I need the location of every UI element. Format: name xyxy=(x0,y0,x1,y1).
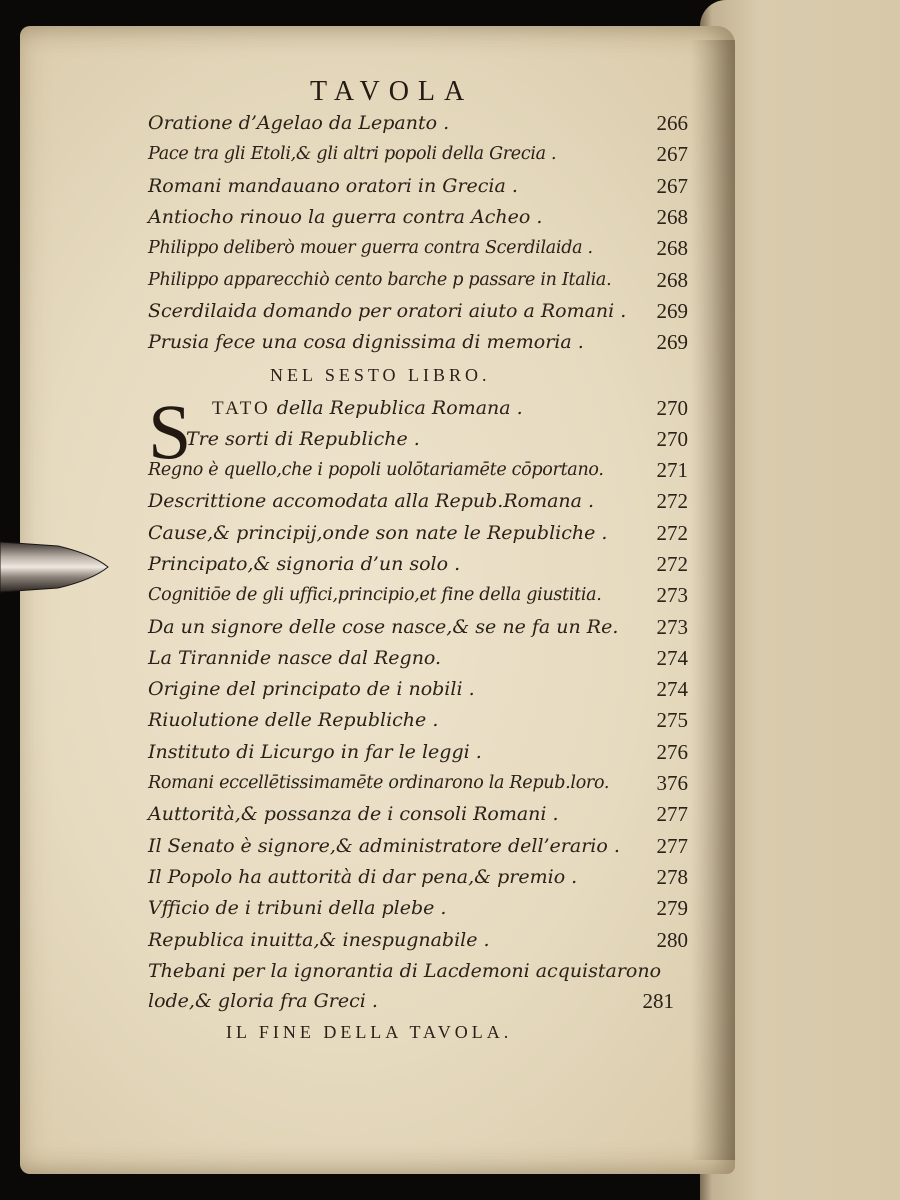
entry-page-number: 269 xyxy=(656,298,688,323)
entry-title: Romani mandauano oratori in Grecia . xyxy=(148,174,518,197)
entry-title: Pace tra gli Etoli,& gli altri popoli della Grecia . xyxy=(148,144,557,165)
entry-page-number: 273 xyxy=(656,583,688,608)
entry-page-number: 280 xyxy=(656,927,688,952)
entry-title: Vfficio de i tribuni della plebe . xyxy=(148,897,447,920)
index-entry xyxy=(186,424,688,454)
index-entry xyxy=(148,202,688,232)
index-entry xyxy=(148,518,688,548)
index-entry xyxy=(148,831,688,861)
entry-page-number: 268 xyxy=(656,204,688,229)
entry-page-number: 267 xyxy=(656,173,688,198)
index-entry xyxy=(148,799,688,829)
index-entry xyxy=(148,925,688,955)
entry-title: Auttorità,& possanza de i consoli Romani . xyxy=(148,803,559,826)
index-entry xyxy=(148,171,688,201)
entry-title: Republica inuitta,& inespugnabile . xyxy=(148,928,490,951)
index-entry xyxy=(148,643,688,673)
index-entry xyxy=(148,265,688,295)
entry-title: Antiocho rinouo la guerra contra Acheo . xyxy=(148,205,543,228)
page-gutter-shadow xyxy=(690,40,735,1160)
entry-page-number: 281 xyxy=(642,989,674,1013)
entry-page-number: 275 xyxy=(656,708,688,733)
index-entry xyxy=(148,768,688,798)
entry-page-number: 267 xyxy=(656,142,688,167)
entry-title: Il Senato è signore,& administratore dell’erario . xyxy=(148,834,620,857)
entry-page-number: 376 xyxy=(656,771,688,795)
entry-title: Scerdilaida domando per oratori aiuto a Romani . xyxy=(148,299,627,322)
index-entry xyxy=(148,580,688,610)
entry-page-number: 279 xyxy=(656,896,688,921)
section-heading: NEL SESTO LIBRO. xyxy=(270,365,491,385)
index-entry xyxy=(148,986,688,1016)
entry-page-number: 277 xyxy=(656,833,688,858)
entry-page-number: 277 xyxy=(656,802,688,827)
page-heading: TAVOLA xyxy=(310,76,474,107)
entry-title: Riuolutione delle Republiche . xyxy=(148,709,439,732)
index-entry xyxy=(212,393,688,423)
entry-page-number: 276 xyxy=(656,739,688,764)
entry-page-number: 273 xyxy=(656,614,688,639)
entry-page-number: 278 xyxy=(656,864,688,889)
entry-title: Philippo apparecchiò cento barche p passare in Italia. xyxy=(148,269,612,290)
index-entry xyxy=(148,612,688,642)
entry-page-number: 266 xyxy=(656,111,688,135)
entry-title-caps: TATO xyxy=(212,398,271,419)
entry-page-number: 268 xyxy=(656,236,688,261)
entry-page-number: 268 xyxy=(656,267,688,292)
entry-title: Origine del principato de i nobili . xyxy=(148,678,475,701)
entry-page-number: 274 xyxy=(656,677,688,702)
entry-page-number: 272 xyxy=(656,520,688,545)
entry-page-number: 269 xyxy=(656,330,688,355)
entry-title: della Republica Romana . xyxy=(270,397,523,419)
index-entry xyxy=(148,862,688,892)
entry-page-number: 272 xyxy=(656,489,688,514)
index-entry xyxy=(148,455,688,485)
page-footer: IL FINE DELLA TAVOLA. xyxy=(226,1022,513,1042)
entry-title: Prusia fece una cosa dignissima di memoria . xyxy=(148,331,584,354)
index-entry xyxy=(148,956,688,986)
index-entry xyxy=(148,139,688,169)
entry-title: La Tirannide nasce dal Regno. xyxy=(148,646,442,669)
entry-title: Cause,& principij,onde son nate le Republiche . xyxy=(148,521,608,544)
index-entry xyxy=(148,549,688,579)
index-entry xyxy=(148,233,688,263)
index-entry xyxy=(148,737,688,767)
entry-title: Romani eccellētissimamēte ordinarono la Repub.loro. xyxy=(148,773,610,793)
metal-pointer-tool xyxy=(0,536,110,598)
entry-title: Thebani per la ignorantia di Lacdemoni acquistarono xyxy=(148,960,662,982)
index-entry xyxy=(148,893,688,923)
drop-capital: S xyxy=(148,388,192,475)
entry-title: Principato,& signoria d’un solo . xyxy=(148,552,461,575)
entry-page-number: 270 xyxy=(656,427,688,451)
entry-title: Regno è quello,che i popoli uolōtariamēte cōportano. xyxy=(148,460,604,480)
index-entry xyxy=(148,296,688,326)
entry-page-number: 274 xyxy=(656,645,688,670)
entry-title: Oratione d’Agelao da Lepanto . xyxy=(148,112,450,134)
entry-title: Instituto di Licurgo in far le leggi . xyxy=(148,740,482,763)
entry-page-number: 270 xyxy=(656,396,688,420)
entry-title: Philippo deliberò mouer guerra contra Scerdilaida . xyxy=(148,238,593,259)
index-entry xyxy=(148,486,688,516)
entry-title: Descrittione accomodata alla Repub.Romana . xyxy=(148,490,595,513)
entry-title: Il Popolo ha auttorità di dar pena,& premio . xyxy=(148,865,578,888)
index-entry xyxy=(148,674,688,704)
entry-title: Da un signore delle cose nasce,& se ne fa un Re. xyxy=(148,615,619,638)
entry-title: Tre sorti di Republiche . xyxy=(186,428,420,450)
entry-page-number: 271 xyxy=(656,458,688,482)
index-entry xyxy=(148,705,688,735)
entry-title: Cognitiōe de gli uffici,principio,et fine della giustitia. xyxy=(148,585,602,606)
index-entry xyxy=(148,108,688,138)
entry-page-number: 272 xyxy=(656,551,688,576)
index-entry xyxy=(148,327,688,357)
entry-title: lode,& gloria fra Greci . xyxy=(148,990,378,1012)
